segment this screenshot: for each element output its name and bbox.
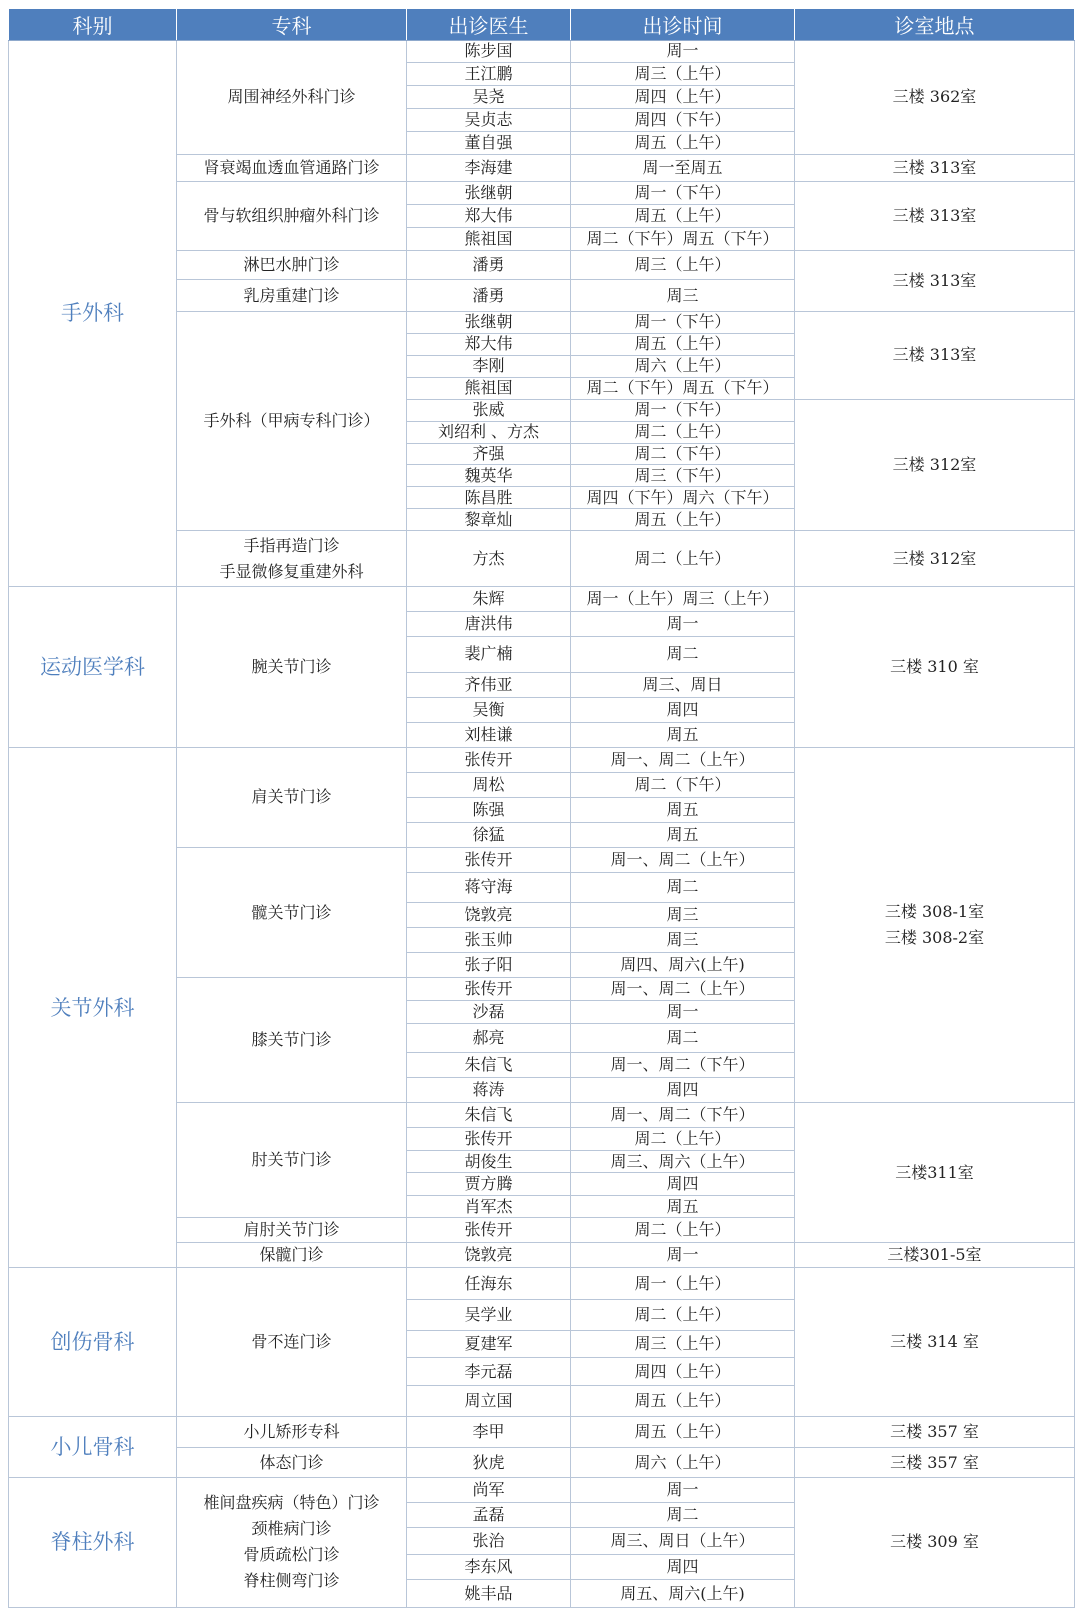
room-cell: 三楼301-5室 [795, 1243, 1075, 1268]
table-row [9, 1268, 1075, 1299]
table-row [9, 1477, 1075, 1502]
doctor-cell: 朱信飞 [407, 1053, 571, 1078]
doctor-cell: 吴学业 [407, 1299, 571, 1330]
time-cell: 周五（上午） [571, 131, 795, 154]
doctor-cell: 周松 [407, 772, 571, 797]
time-cell: 周五（上午） [571, 333, 795, 355]
time-cell: 周三（上午） [571, 62, 795, 85]
specialty-cell [177, 531, 407, 586]
doctor-cell: 张传开 [407, 1128, 571, 1151]
time-cell: 周四（上午） [571, 85, 795, 108]
time-cell: 周六（上午） [571, 355, 795, 377]
doctor-cell: 张传开 [407, 848, 571, 873]
time-cell: 周四 [571, 1173, 795, 1196]
specialty-cell [177, 1448, 407, 1477]
doctor-cell: 王江鹏 [407, 62, 571, 85]
room-line: 三楼 308-1室 [884, 902, 985, 922]
doctor-cell: 方杰 [407, 531, 571, 586]
table-row [9, 586, 1075, 611]
time-cell: 周五（上午） [571, 1385, 795, 1416]
doctor-cell: 肖军杰 [407, 1196, 571, 1218]
doctor-cell: 张威 [407, 399, 571, 421]
time-cell: 周五 [571, 797, 795, 822]
specialty-cell [177, 848, 407, 978]
specialty-name: 周围神经外科门诊 [227, 87, 356, 107]
specialty-cell [177, 1103, 407, 1218]
specialty-name: 淋巴水肿门诊 [243, 255, 340, 275]
time-cell: 周三（下午） [571, 465, 795, 487]
doctor-cell: 陈强 [407, 797, 571, 822]
room-cell: 三楼 309 室 [795, 1477, 1075, 1607]
doctor-cell: 齐强 [407, 443, 571, 465]
specialty-cell [177, 41, 407, 155]
department-cell: 创伤骨科 [9, 1268, 177, 1417]
doctor-cell: 吴贞志 [407, 108, 571, 131]
time-cell: 周二（上午） [571, 531, 795, 586]
specialty-name: 腕关节门诊 [251, 656, 332, 676]
specialty-name: 肾衰竭血透血管通路门诊 [203, 158, 380, 178]
room-cell: 三楼 312室 [795, 399, 1075, 531]
specialty-cell [177, 977, 407, 1102]
time-cell: 周四（下午） [571, 108, 795, 131]
specialty-cell [177, 747, 407, 847]
specialty-name: 手指再造门诊 [243, 535, 340, 555]
time-cell: 周二（下午）周五（下午） [571, 377, 795, 399]
room-cell: 三楼 314 室 [795, 1268, 1075, 1417]
specialty-name: 骨质疏松门诊 [243, 1545, 340, 1565]
specialty-cell [177, 1243, 407, 1268]
doctor-cell: 陈昌胜 [407, 487, 571, 509]
time-cell: 周一、周二（上午） [571, 747, 795, 772]
time-cell: 周五（上午） [571, 1416, 795, 1447]
doctor-cell: 张传开 [407, 977, 571, 1000]
doctor-cell: 董自强 [407, 131, 571, 154]
doctor-cell: 吴尧 [407, 85, 571, 108]
time-cell: 周三 [571, 902, 795, 927]
doctor-cell: 蒋守海 [407, 873, 571, 902]
doctor-cell: 刘绍利 、方杰 [407, 421, 571, 443]
doctor-cell: 姚丰品 [407, 1580, 571, 1608]
doctor-cell: 潘勇 [407, 251, 571, 280]
specialty-name: 体态门诊 [259, 1452, 324, 1472]
time-cell: 周二（下午） [571, 443, 795, 465]
time-cell: 周二 [571, 1023, 795, 1052]
doctor-cell: 魏英华 [407, 465, 571, 487]
doctor-cell: 尚军 [407, 1477, 571, 1502]
specialty-cell [177, 1477, 407, 1607]
time-cell: 周四（上午） [571, 1358, 795, 1385]
doctor-cell: 沙磊 [407, 1000, 571, 1023]
specialty-cell [177, 311, 407, 531]
specialty-name: 骨与软组织肿瘤外科门诊 [203, 206, 380, 226]
header-doctor: 出诊医生 [407, 9, 571, 41]
time-cell: 周一 [571, 1000, 795, 1023]
doctor-cell: 徐猛 [407, 823, 571, 848]
time-cell: 周一（上午） [571, 1268, 795, 1299]
doctor-cell: 任海东 [407, 1268, 571, 1299]
specialty-name: 骨不连门诊 [251, 1332, 332, 1352]
doctor-cell: 潘勇 [407, 280, 571, 311]
specialty-name: 髋关节门诊 [251, 902, 332, 922]
doctor-cell: 贾方腾 [407, 1173, 571, 1196]
room-cell: 三楼 310 室 [795, 586, 1075, 747]
room-cell: 三楼 357 室 [795, 1448, 1075, 1477]
time-cell: 周一、周二（下午） [571, 1053, 795, 1078]
doctor-cell: 郑大伟 [407, 333, 571, 355]
time-cell: 周二（上午） [571, 1218, 795, 1243]
specialty-cell [177, 154, 407, 181]
time-cell: 周二（上午） [571, 1128, 795, 1151]
specialty-name: 脊柱侧弯门诊 [243, 1571, 340, 1591]
specialty-name: 膝关节门诊 [251, 1030, 332, 1050]
doctor-cell: 夏建军 [407, 1331, 571, 1358]
specialty-cell [177, 280, 407, 311]
time-cell: 周三、周六（上午） [571, 1151, 795, 1173]
table-row [9, 1416, 1075, 1447]
time-cell: 周一、周二（上午） [571, 977, 795, 1000]
specialty-name: 肩关节门诊 [251, 787, 332, 807]
time-cell: 周二 [571, 1502, 795, 1527]
doctor-cell: 饶敦亮 [407, 902, 571, 927]
doctor-cell: 狄虎 [407, 1448, 571, 1477]
time-cell: 周六（上午） [571, 1448, 795, 1477]
doctor-cell: 陈步国 [407, 41, 571, 63]
time-cell: 周三（上午） [571, 251, 795, 280]
doctor-cell: 李东风 [407, 1555, 571, 1580]
specialty-name: 乳房重建门诊 [243, 285, 340, 305]
doctor-cell: 张治 [407, 1527, 571, 1554]
department-cell: 脊柱外科 [9, 1477, 177, 1607]
time-cell: 周二（上午） [571, 1299, 795, 1330]
doctor-cell: 李元磊 [407, 1358, 571, 1385]
time-cell: 周一 [571, 611, 795, 636]
doctor-cell: 郑大伟 [407, 205, 571, 228]
time-cell: 周一、周二（上午） [571, 848, 795, 873]
room-cell: 三楼 362室 [795, 41, 1075, 155]
department-cell: 运动医学科 [9, 586, 177, 747]
specialty-cell [177, 1416, 407, 1447]
specialty-cell [177, 1218, 407, 1243]
table-row [9, 747, 1075, 772]
room-cell: 三楼 313室 [795, 182, 1075, 251]
doctor-cell: 刘桂谦 [407, 722, 571, 747]
doctor-cell: 张传开 [407, 1218, 571, 1243]
time-cell: 周五（上午） [571, 205, 795, 228]
doctor-cell: 朱信飞 [407, 1103, 571, 1128]
time-cell: 周二（下午）周五（下午） [571, 228, 795, 251]
doctor-cell: 裴广楠 [407, 636, 571, 672]
time-cell: 周二 [571, 873, 795, 902]
header-department: 科别 [9, 9, 177, 41]
doctor-cell: 张传开 [407, 747, 571, 772]
room-cell: 三楼 357 室 [795, 1416, 1075, 1447]
doctor-cell: 李甲 [407, 1416, 571, 1447]
specialty-cell [177, 1268, 407, 1417]
doctor-cell: 张继朝 [407, 311, 571, 333]
doctor-cell: 李刚 [407, 355, 571, 377]
doctor-cell: 张继朝 [407, 182, 571, 205]
room-cell: 三楼 313室 [795, 311, 1075, 399]
doctor-cell: 熊祖国 [407, 228, 571, 251]
time-cell: 周四 [571, 1078, 795, 1103]
doctor-cell: 张玉帅 [407, 927, 571, 952]
time-cell: 周一（上午）周三（上午） [571, 586, 795, 611]
clinic-schedule-table [8, 8, 1075, 1608]
room-cell [795, 747, 1075, 1103]
time-cell: 周二（上午） [571, 421, 795, 443]
doctor-cell: 唐洪伟 [407, 611, 571, 636]
time-cell: 周一 [571, 1243, 795, 1268]
header-room: 诊室地点 [795, 9, 1075, 41]
doctor-cell: 胡俊生 [407, 1151, 571, 1173]
time-cell: 周二 [571, 636, 795, 672]
time-cell: 周五、周六(上午) [571, 1580, 795, 1608]
time-cell: 周五 [571, 722, 795, 747]
time-cell: 周一至周五 [571, 154, 795, 181]
time-cell: 周四 [571, 1555, 795, 1580]
specialty-name: 手外科（甲病专科门诊） [203, 411, 380, 431]
doctor-cell: 吴衡 [407, 697, 571, 722]
time-cell: 周一 [571, 1477, 795, 1502]
time-cell: 周四、周六(上午) [571, 952, 795, 977]
specialty-name: 颈椎病门诊 [251, 1519, 332, 1539]
specialty-name: 肩肘关节门诊 [243, 1220, 340, 1240]
time-cell: 周三（上午） [571, 1331, 795, 1358]
specialty-cell [177, 182, 407, 251]
doctor-cell: 张子阳 [407, 952, 571, 977]
doctor-cell: 郝亮 [407, 1023, 571, 1052]
header-time: 出诊时间 [571, 9, 795, 41]
room-line: 三楼 308-2室 [884, 928, 985, 948]
time-cell: 周一 [571, 41, 795, 63]
room-cell: 三楼 313室 [795, 251, 1075, 312]
time-cell: 周三、周日 [571, 672, 795, 697]
specialty-cell [177, 251, 407, 280]
time-cell: 周三 [571, 280, 795, 311]
time-cell: 周三 [571, 927, 795, 952]
doctor-cell: 齐伟亚 [407, 672, 571, 697]
specialty-cell [177, 586, 407, 747]
time-cell: 周一（下午） [571, 311, 795, 333]
time-cell: 周一（下午） [571, 399, 795, 421]
time-cell: 周五 [571, 823, 795, 848]
time-cell: 周五 [571, 1196, 795, 1218]
doctor-cell: 黎章灿 [407, 509, 571, 531]
specialty-name: 肘关节门诊 [251, 1150, 332, 1170]
header-specialty: 专科 [177, 9, 407, 41]
time-cell: 周四 [571, 697, 795, 722]
doctor-cell: 饶敦亮 [407, 1243, 571, 1268]
department-cell: 关节外科 [9, 747, 177, 1268]
doctor-cell: 孟磊 [407, 1502, 571, 1527]
time-cell: 周二（下午） [571, 772, 795, 797]
table-row [9, 41, 1075, 63]
schedule-body [9, 41, 1075, 1608]
specialty-name: 椎间盘疾病（特色）门诊 [203, 1493, 380, 1513]
doctor-cell: 蒋涛 [407, 1078, 571, 1103]
doctor-cell: 李海建 [407, 154, 571, 181]
specialty-name: 手显微修复重建外科 [219, 561, 364, 581]
specialty-name: 保髋门诊 [259, 1245, 324, 1265]
room-cell: 三楼 313室 [795, 154, 1075, 181]
department-cell: 小儿骨科 [9, 1416, 177, 1477]
header-row [9, 9, 1075, 41]
time-cell: 周一（下午） [571, 182, 795, 205]
time-cell: 周一、周二（下午） [571, 1103, 795, 1128]
department-cell: 手外科 [9, 41, 177, 587]
doctor-cell: 周立国 [407, 1385, 571, 1416]
time-cell: 周五（上午） [571, 509, 795, 531]
time-cell: 周四（下午）周六（下午） [571, 487, 795, 509]
doctor-cell: 熊祖国 [407, 377, 571, 399]
doctor-cell: 朱辉 [407, 586, 571, 611]
room-cell: 三楼 312室 [795, 531, 1075, 586]
specialty-name: 小儿矫形专科 [243, 1422, 340, 1442]
room-cell: 三楼311室 [795, 1103, 1075, 1243]
time-cell: 周三、周日（上午） [571, 1527, 795, 1554]
